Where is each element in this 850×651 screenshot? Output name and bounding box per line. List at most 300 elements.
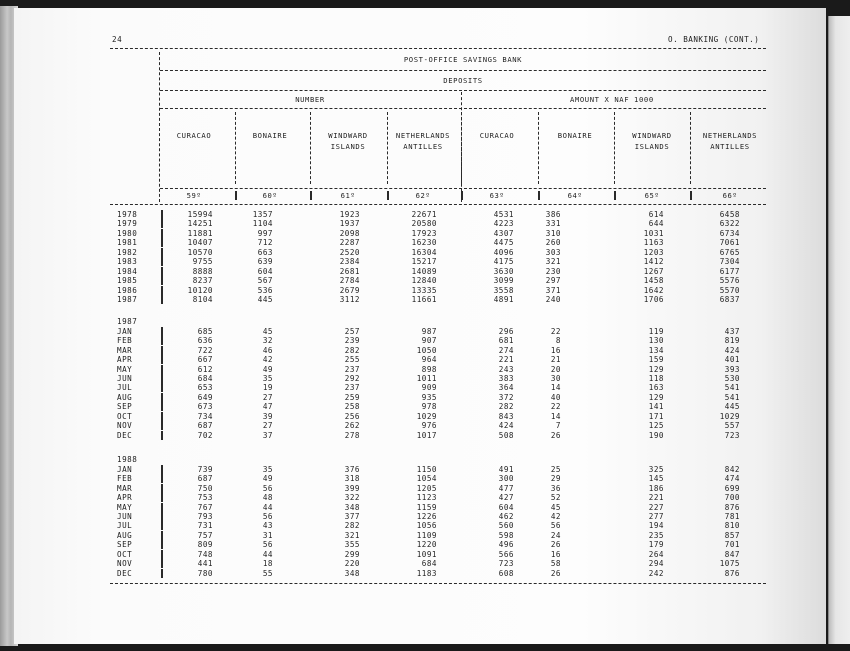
table-cell: 731 xyxy=(197,521,213,531)
table-cell: 1011 xyxy=(416,373,437,383)
table-cell: 4307 xyxy=(493,228,514,238)
table-cell: 1159 xyxy=(416,502,437,512)
table-cell: 424 xyxy=(724,345,740,355)
table-cell: 567 xyxy=(257,276,273,286)
row-label: APR xyxy=(117,355,133,365)
row-label: JAN xyxy=(117,464,133,474)
table-cell: 129 xyxy=(648,364,664,374)
column-header-line1: WINDWARD xyxy=(328,131,368,140)
table-cell: 24 xyxy=(550,530,561,540)
table-cell: 376 xyxy=(344,464,360,474)
table-cell: 15217 xyxy=(411,257,437,267)
table-cell: 612 xyxy=(197,364,213,374)
table-cell: 614 xyxy=(648,210,664,219)
column-header-line2: ANTILLES xyxy=(403,142,443,151)
column-separator xyxy=(461,112,462,184)
table-cell: 723 xyxy=(724,430,740,440)
table-cell: 194 xyxy=(648,521,664,531)
table-cell: 604 xyxy=(498,502,514,512)
code-separator xyxy=(690,191,692,200)
table-cell: 179 xyxy=(648,540,664,550)
header-bottom-rule xyxy=(110,204,766,205)
table-cell: 20 xyxy=(550,364,561,374)
row-label: JUN xyxy=(117,511,133,521)
table-cell: 4096 xyxy=(493,247,514,257)
table-cell: 300 xyxy=(498,474,514,484)
table-cell: 2520 xyxy=(339,247,360,257)
table-cell: 2384 xyxy=(339,257,360,267)
table-cell: 325 xyxy=(648,464,664,474)
header-top-rule xyxy=(110,48,766,49)
table-cell: 847 xyxy=(724,549,740,559)
table-cell: 1123 xyxy=(416,493,437,503)
row-label: MAR xyxy=(117,345,133,355)
table-cell: 876 xyxy=(724,502,740,512)
table-cell: 159 xyxy=(648,355,664,365)
table-cell: 30 xyxy=(550,373,561,383)
table-cell: 56 xyxy=(262,511,273,521)
table-cell: 819 xyxy=(724,336,740,346)
table-cell: 441 xyxy=(197,559,213,569)
row-label: JUL xyxy=(117,521,133,531)
table-cell: 322 xyxy=(344,493,360,503)
row-label: SEP xyxy=(117,540,133,550)
table-cell: 141 xyxy=(648,402,664,412)
table-cell: 780 xyxy=(197,568,213,578)
table-cell: 237 xyxy=(344,364,360,374)
table-cell: 26 xyxy=(550,540,561,550)
row-label: 1978 xyxy=(117,210,138,219)
table-cell: 1203 xyxy=(643,247,664,257)
number-subheading: NUMBER xyxy=(295,95,325,104)
table-cell: 27 xyxy=(262,392,273,402)
row-label: 1979 xyxy=(117,219,138,229)
column-header-line2: ISLANDS xyxy=(634,142,670,151)
table-cell: 46 xyxy=(262,345,273,355)
table-cell: 907 xyxy=(421,336,437,346)
table-cell: 1357 xyxy=(252,210,273,219)
table-cell: 810 xyxy=(724,521,740,531)
column-code: 64º xyxy=(567,191,583,200)
table-cell: 530 xyxy=(724,373,740,383)
column-header-line1: BONAIRE xyxy=(252,131,288,140)
table-cell: 898 xyxy=(421,364,437,374)
table-cell: 44 xyxy=(262,502,273,512)
table-cell: 256 xyxy=(344,411,360,421)
table-cell: 2287 xyxy=(339,238,360,248)
table-cell: 684 xyxy=(197,373,213,383)
table-cell: 1226 xyxy=(416,511,437,521)
left-border xyxy=(159,52,160,202)
table-cell: 282 xyxy=(344,521,360,531)
table-cell: 26 xyxy=(550,568,561,578)
table-cell: 997 xyxy=(257,228,273,238)
table-cell: 1017 xyxy=(416,430,437,440)
table-cell: 45 xyxy=(550,502,561,512)
table-cell: 401 xyxy=(724,355,740,365)
table-cell: 566 xyxy=(498,549,514,559)
table-cell: 364 xyxy=(498,383,514,393)
table-cell: 5570 xyxy=(719,285,740,295)
table-cell: 3630 xyxy=(493,266,514,276)
table-cell: 7304 xyxy=(719,257,740,267)
table-cell: 2784 xyxy=(339,276,360,286)
table-cell: 2098 xyxy=(339,228,360,238)
table-cell: 13335 xyxy=(411,285,437,295)
row-label: NOV xyxy=(117,421,133,431)
table-cell: 16304 xyxy=(411,247,437,257)
table-cell: 1056 xyxy=(416,521,437,531)
table-cell: 4891 xyxy=(493,295,514,305)
table-cell: 4175 xyxy=(493,257,514,267)
table-cell: 1220 xyxy=(416,540,437,550)
table-cell: 35 xyxy=(262,464,273,474)
table-cell: 240 xyxy=(545,295,561,305)
row-label: 1981 xyxy=(117,238,138,248)
column-header-line1: CURACAO xyxy=(176,131,212,140)
row-label: AUG xyxy=(117,530,133,540)
table-cell: 700 xyxy=(724,493,740,503)
table-cell: 843 xyxy=(498,411,514,421)
table-cell: 496 xyxy=(498,540,514,550)
table-cell: 793 xyxy=(197,511,213,521)
table-cell: 842 xyxy=(724,464,740,474)
table-cell: 1104 xyxy=(252,219,273,229)
table-cell: 477 xyxy=(498,483,514,493)
table-bottom-rule xyxy=(110,583,766,584)
table-cell: 372 xyxy=(498,392,514,402)
table-cell: 44 xyxy=(262,549,273,559)
table-cell: 10570 xyxy=(187,247,213,257)
table-cell: 242 xyxy=(648,568,664,578)
table-cell: 235 xyxy=(648,530,664,540)
table-cell: 685 xyxy=(197,326,213,336)
code-separator xyxy=(614,191,616,200)
column-separator xyxy=(538,112,539,184)
table-cell: 684 xyxy=(421,559,437,569)
table-cell: 10407 xyxy=(187,238,213,248)
table-cell: 1183 xyxy=(416,568,437,578)
table-cell: 296 xyxy=(498,326,514,336)
row-label: NOV xyxy=(117,559,133,569)
table-cell: 17923 xyxy=(411,228,437,238)
table-cell: 42 xyxy=(550,511,561,521)
table-cell: 119 xyxy=(648,326,664,336)
table-cell: 14 xyxy=(550,383,561,393)
table-cell: 258 xyxy=(344,402,360,412)
row-label: JAN xyxy=(117,326,133,336)
row-label: 1980 xyxy=(117,228,138,238)
table-cell: 20580 xyxy=(411,219,437,229)
table-cell: 1267 xyxy=(643,266,664,276)
rule xyxy=(160,188,766,189)
table-cell: 31 xyxy=(262,530,273,540)
table-cell: 11661 xyxy=(411,295,437,305)
column-code: 59º xyxy=(186,191,202,200)
table-cell: 26 xyxy=(550,430,561,440)
table-cell: 687 xyxy=(197,421,213,431)
table-cell: 536 xyxy=(257,285,273,295)
row-label: SEP xyxy=(117,402,133,412)
table-cell: 663 xyxy=(257,247,273,257)
table-cell: 541 xyxy=(724,392,740,402)
rule xyxy=(160,90,766,91)
row-label: AUG xyxy=(117,392,133,402)
table-cell: 129 xyxy=(648,392,664,402)
table-cell: 321 xyxy=(545,257,561,267)
table-cell: 48 xyxy=(262,493,273,503)
rule xyxy=(160,108,766,109)
table-cell: 282 xyxy=(344,345,360,355)
table-cell: 42 xyxy=(262,355,273,365)
table-cell: 699 xyxy=(724,483,740,493)
table-cell: 636 xyxy=(197,336,213,346)
table-cell: 722 xyxy=(197,345,213,355)
table-cell: 145 xyxy=(648,474,664,484)
table-cell: 1642 xyxy=(643,285,664,295)
table-cell: 639 xyxy=(257,257,273,267)
rule xyxy=(160,70,766,71)
table-cell: 6177 xyxy=(719,266,740,276)
table-cell: 190 xyxy=(648,430,664,440)
table-title: POST-OFFICE SAVINGS BANK xyxy=(403,55,523,64)
table-cell: 260 xyxy=(545,238,561,248)
column-header-line1: BONAIRE xyxy=(557,131,593,140)
table-cell: 5576 xyxy=(719,276,740,286)
table-cell: 49 xyxy=(262,364,273,374)
table-cell: 7061 xyxy=(719,238,740,248)
table-cell: 644 xyxy=(648,219,664,229)
table-cell: 27 xyxy=(262,421,273,431)
table-cell: 310 xyxy=(545,228,561,238)
table-cell: 239 xyxy=(344,336,360,346)
table-cell: 399 xyxy=(344,483,360,493)
table-cell: 56 xyxy=(550,521,561,531)
table-cell: 10120 xyxy=(187,285,213,295)
table-cell: 58 xyxy=(550,559,561,569)
table-cell: 18 xyxy=(262,559,273,569)
table-cell: 767 xyxy=(197,502,213,512)
table-cell: 393 xyxy=(724,364,740,374)
table-cell: 318 xyxy=(344,474,360,484)
row-label: OCT xyxy=(117,549,133,559)
table-cell: 1150 xyxy=(416,464,437,474)
table-cell: 557 xyxy=(724,421,740,431)
row-label: 1985 xyxy=(117,276,138,286)
table-cell: 427 xyxy=(498,493,514,503)
table-cell: 6322 xyxy=(719,219,740,229)
column-header-line2: ANTILLES xyxy=(710,142,750,151)
table-cell: 978 xyxy=(421,402,437,412)
table-cell: 781 xyxy=(724,511,740,521)
section-title: O. BANKING (CONT.) xyxy=(668,35,760,44)
table-cell: 4531 xyxy=(493,210,514,219)
table-cell: 274 xyxy=(498,345,514,355)
table-cell: 753 xyxy=(197,493,213,503)
table-cell: 2681 xyxy=(339,266,360,276)
table-cell: 257 xyxy=(344,326,360,336)
table-cell: 560 xyxy=(498,521,514,531)
table-cell: 221 xyxy=(498,355,514,365)
table-cell: 32 xyxy=(262,336,273,346)
table-cell: 6458 xyxy=(719,210,740,219)
table-cell: 47 xyxy=(262,402,273,412)
column-code: 66º xyxy=(722,191,738,200)
code-separator xyxy=(235,191,237,200)
table-cell: 649 xyxy=(197,392,213,402)
table-cell: 1923 xyxy=(339,210,360,219)
code-separator xyxy=(310,191,312,200)
table-cell: 1205 xyxy=(416,483,437,493)
table-cell: 3558 xyxy=(493,285,514,295)
row-label: JUL xyxy=(117,383,133,393)
table-cell: 909 xyxy=(421,383,437,393)
table-cell: 701 xyxy=(724,540,740,550)
column-code: 65º xyxy=(644,191,660,200)
table-cell: 171 xyxy=(648,411,664,421)
table-cell: 723 xyxy=(498,559,514,569)
table-cell: 987 xyxy=(421,326,437,336)
table-cell: 277 xyxy=(648,511,664,521)
table-cell: 1050 xyxy=(416,345,437,355)
table-cell: 8 xyxy=(555,336,561,346)
table-cell: 14 xyxy=(550,411,561,421)
row-label: MAY xyxy=(117,502,133,512)
table-cell: 6765 xyxy=(719,247,740,257)
table-cell: 1458 xyxy=(643,276,664,286)
table-cell: 809 xyxy=(197,540,213,550)
table-cell: 282 xyxy=(498,402,514,412)
table-cell: 857 xyxy=(724,530,740,540)
table-cell: 371 xyxy=(545,285,561,295)
column-header-line2: ISLANDS xyxy=(330,142,366,151)
row-label: 1987 xyxy=(117,295,138,305)
table-cell: 687 xyxy=(197,474,213,484)
table-cell: 1706 xyxy=(643,295,664,305)
table-cell: 9755 xyxy=(192,257,213,267)
table-cell: 739 xyxy=(197,464,213,474)
column-code: 60º xyxy=(262,191,278,200)
table-cell: 3099 xyxy=(493,276,514,286)
table-cell: 2679 xyxy=(339,285,360,295)
table-cell: 299 xyxy=(344,549,360,559)
table-cell: 49 xyxy=(262,474,273,484)
table-cell: 43 xyxy=(262,521,273,531)
table-cell: 16 xyxy=(550,549,561,559)
table-cell: 303 xyxy=(545,247,561,257)
row-label: 1986 xyxy=(117,285,138,295)
table-cell: 462 xyxy=(498,511,514,521)
table-cell: 604 xyxy=(257,266,273,276)
table-cell: 35 xyxy=(262,373,273,383)
facing-page-edge xyxy=(828,16,850,644)
table-cell: 220 xyxy=(344,559,360,569)
table-cell: 3112 xyxy=(339,295,360,305)
table-cell: 221 xyxy=(648,493,664,503)
table-cell: 134 xyxy=(648,345,664,355)
table-cell: 243 xyxy=(498,364,514,374)
table-cell: 331 xyxy=(545,219,561,229)
table-cell: 22 xyxy=(550,402,561,412)
table-cell: 445 xyxy=(257,295,273,305)
column-code: 63º xyxy=(489,191,505,200)
table-cell: 491 xyxy=(498,464,514,474)
table-cell: 22 xyxy=(550,326,561,336)
table-cell: 16230 xyxy=(411,238,437,248)
table-cell: 22671 xyxy=(411,210,437,219)
table-cell: 55 xyxy=(262,568,273,578)
row-label: FEB xyxy=(117,474,133,484)
row-label: APR xyxy=(117,493,133,503)
column-header-line1: NETHERLANDS xyxy=(702,131,758,140)
table-cell: 876 xyxy=(724,568,740,578)
table-cell: 39 xyxy=(262,411,273,421)
table-cell: 474 xyxy=(724,474,740,484)
table-cell: 45 xyxy=(262,326,273,336)
table-cell: 1029 xyxy=(416,411,437,421)
table-cell: 667 xyxy=(197,355,213,365)
table-cell: 653 xyxy=(197,383,213,393)
table-cell: 259 xyxy=(344,392,360,402)
table-cell: 163 xyxy=(648,383,664,393)
row-label: DEC xyxy=(117,430,133,440)
amount-subheading: AMOUNT X NAF 1000 xyxy=(570,95,654,104)
deposits-heading: DEPOSITS xyxy=(443,76,483,85)
table-cell: 712 xyxy=(257,238,273,248)
table-cell: 734 xyxy=(197,411,213,421)
table-cell: 673 xyxy=(197,402,213,412)
table-cell: 437 xyxy=(724,326,740,336)
table-cell: 348 xyxy=(344,502,360,512)
column-code: 62º xyxy=(415,191,431,200)
table-cell: 964 xyxy=(421,355,437,365)
table-cell: 8237 xyxy=(192,276,213,286)
table-cell: 297 xyxy=(545,276,561,286)
row-label: 1982 xyxy=(117,247,138,257)
code-separator xyxy=(461,191,463,200)
year-heading: 1987 xyxy=(117,317,138,326)
table-cell: 16 xyxy=(550,345,561,355)
row-label: OCT xyxy=(117,411,133,421)
table-cell: 355 xyxy=(344,540,360,550)
column-code: 61º xyxy=(340,191,356,200)
table-cell: 321 xyxy=(344,530,360,540)
table-cell: 976 xyxy=(421,421,437,431)
table-cell: 19 xyxy=(262,383,273,393)
table-cell: 56 xyxy=(262,540,273,550)
row-label: MAY xyxy=(117,364,133,374)
table-cell: 1054 xyxy=(416,474,437,484)
column-separator xyxy=(690,112,691,184)
table-cell: 377 xyxy=(344,511,360,521)
table-cell: 935 xyxy=(421,392,437,402)
table-cell: 1075 xyxy=(719,559,740,569)
table-cell: 541 xyxy=(724,383,740,393)
table-cell: 11881 xyxy=(187,228,213,238)
table-cell: 424 xyxy=(498,421,514,431)
table-cell: 1163 xyxy=(643,238,664,248)
table-cell: 383 xyxy=(498,373,514,383)
table-cell: 8888 xyxy=(192,266,213,276)
table-cell: 6734 xyxy=(719,228,740,238)
table-cell: 348 xyxy=(344,568,360,578)
table-cell: 1937 xyxy=(339,219,360,229)
table-cell: 230 xyxy=(545,266,561,276)
table-cell: 4223 xyxy=(493,219,514,229)
table-cell: 6837 xyxy=(719,295,740,305)
row-label: MAR xyxy=(117,483,133,493)
page-number: 24 xyxy=(112,35,123,44)
